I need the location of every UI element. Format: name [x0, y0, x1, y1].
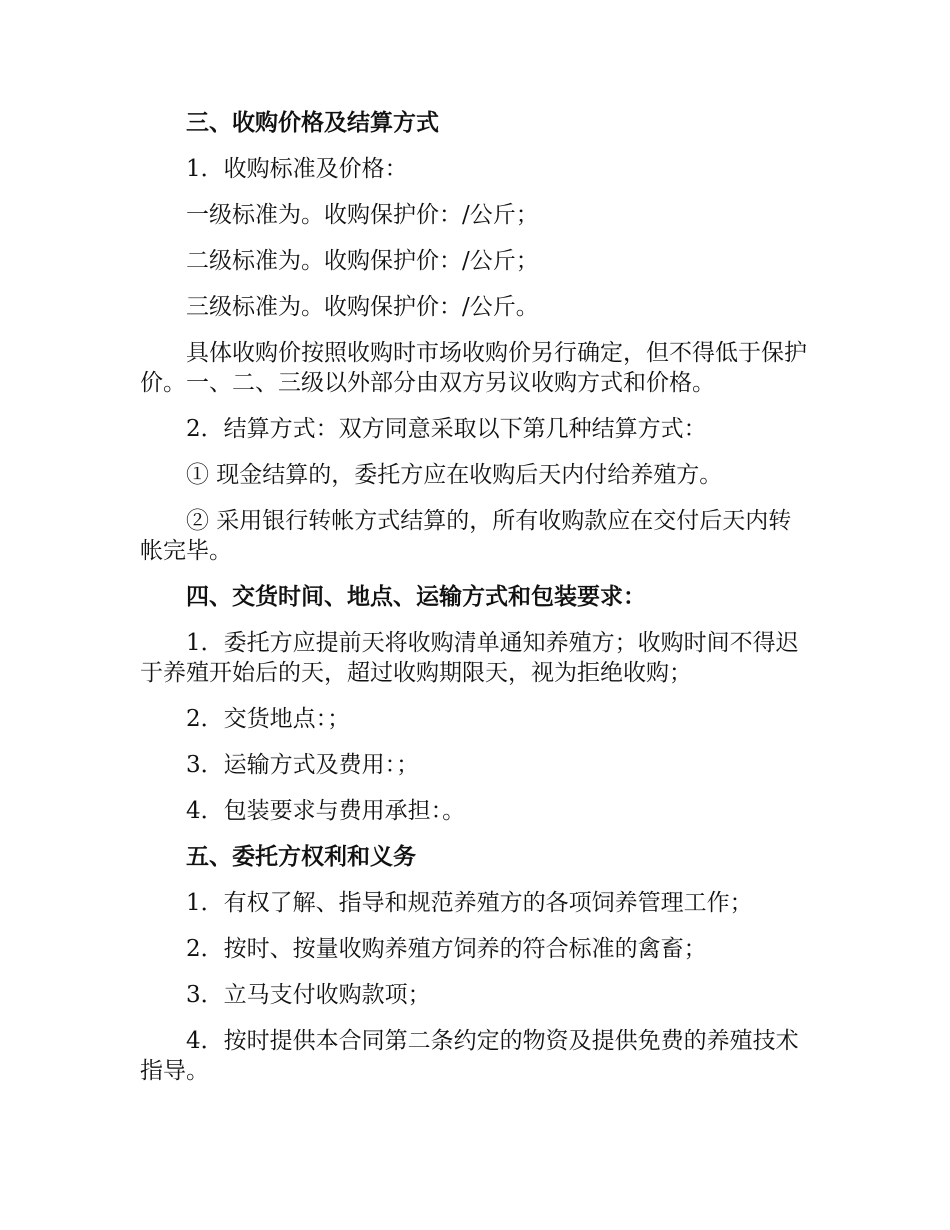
paragraph: 三级标准为。收购保护价：/公斤。: [186, 294, 539, 320]
paragraph: 3．运输方式及费用：；: [186, 752, 420, 778]
document-body: [140, 108, 812, 1102]
paragraph: 一级标准为。收购保护价：/公斤；: [186, 202, 539, 228]
paragraph: 2．交货地点：；: [186, 706, 351, 732]
paragraph: ① 现金结算的，委托方应在收购后天内付给养殖方。: [186, 462, 723, 488]
paragraph: 具体收购价按照收购时市场收购价另行确定，但不得低于保护价。一、二、三级以外部分由双方另议收购方式和价格。: [140, 340, 807, 396]
paragraph: 二级标准为。收购保护价：/公斤；: [186, 248, 539, 274]
paragraph: 3．立马支付收购款项；: [186, 982, 431, 1008]
section-heading-principal-rights: 五、委托方权利和义务: [186, 843, 416, 870]
paragraph: 4．包装要求与费用承担：。: [186, 798, 466, 824]
paragraph: 2．按时、按量收购养殖方饲养的符合标准的禽畜；: [186, 936, 707, 962]
paragraph: 1．委托方应提前天将收购清单通知养殖方；收购时间不得迟于养殖开始后的天，超过收购期限天，视为拒绝收购；: [140, 630, 799, 686]
paragraph: 1．收购标准及价格：: [186, 156, 408, 182]
paragraph: ② 采用银行转帐方式结算的，所有收购款应在交付后天内转帐完毕。: [140, 508, 792, 564]
section-heading-price-settlement: 三、收购价格及结算方式: [186, 109, 439, 136]
paragraph: 1．有权了解、指导和规范养殖方的各项饲养管理工作；: [186, 890, 753, 916]
section-heading-delivery: 四、交货时间、地点、运输方式和包装要求：: [186, 583, 646, 610]
paragraph: 2．结算方式：双方同意采取以下第几种结算方式：: [186, 416, 707, 442]
paragraph: 4．按时提供本合同第二条约定的物资及提供免费的养殖技术指导。: [140, 1028, 799, 1084]
